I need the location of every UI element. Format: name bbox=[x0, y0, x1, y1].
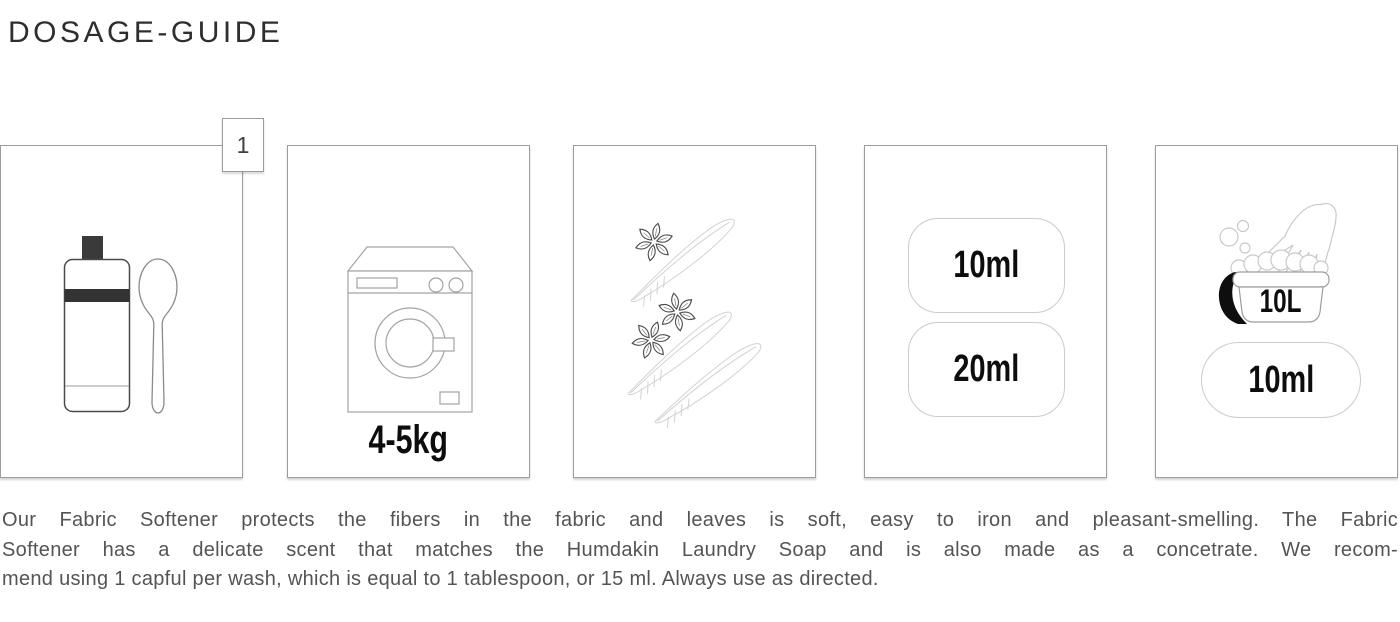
tablespoon-icon bbox=[139, 259, 177, 413]
panel-dosage-options bbox=[864, 145, 1107, 478]
dose-box-20ml: 20ml bbox=[908, 322, 1065, 417]
softener-bottle-and-spoon-icon bbox=[59, 234, 181, 416]
step-badge bbox=[222, 118, 264, 172]
description-paragraph bbox=[2, 506, 1398, 595]
step-badge-number: 1 bbox=[236, 131, 250, 158]
bubbles-icon bbox=[1220, 221, 1250, 254]
dose-box-10ml: 10ml bbox=[908, 218, 1065, 313]
softener-bottle-icon bbox=[65, 236, 130, 412]
machine-capacity-label: 4-5kg bbox=[368, 418, 449, 462]
panel-bottle-and-spoon bbox=[0, 145, 243, 478]
feathers-and-flowers-icon bbox=[604, 206, 804, 431]
panel-washing-machine bbox=[287, 145, 530, 478]
flower-icon bbox=[632, 220, 675, 265]
washing-machine-icon bbox=[343, 241, 478, 426]
panel-delicate-fabrics bbox=[573, 145, 816, 478]
description-line: Our Fabric Softener protects the fibers in the fabric and leaves is soft, easy to iron and pleasant-smelling. The Fabric bbox=[2, 509, 1398, 531]
description-line: Softener has a delicate scent that matches the Humdakin Laundry Soap and is also made as a concetrate. We recom- bbox=[2, 538, 1398, 561]
basin-capacity-label: 10L bbox=[1260, 283, 1302, 319]
page-title: DOSAGE-GUIDE bbox=[8, 16, 284, 49]
dose-pill-10ml: 10ml bbox=[1201, 342, 1361, 418]
description-line: mend using 1 capful per wash, which is equal to 1 tablespoon, or 15 ml. Always use as directed. bbox=[2, 568, 879, 590]
panel-hand-wash bbox=[1155, 145, 1398, 478]
